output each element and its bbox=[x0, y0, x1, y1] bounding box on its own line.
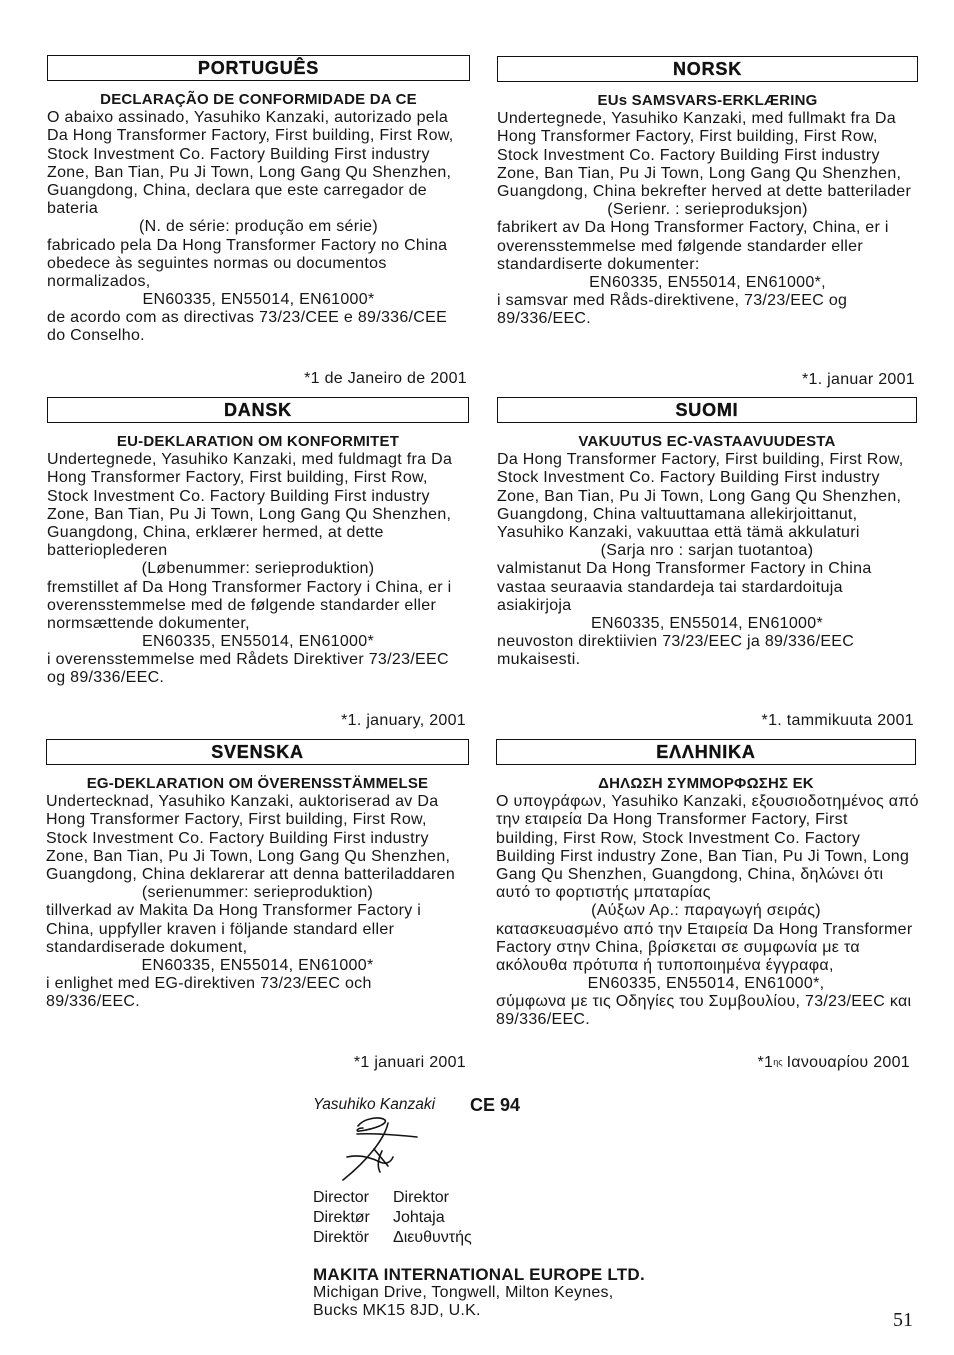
declaration-title: EG-DEKLARATION OM ÖVERENSSTÄMMELSE bbox=[86, 775, 429, 792]
body-line: Guangdong, China bekrefter herved at dette batterilader bbox=[497, 182, 912, 200]
declaration-date: *1. tammikuuta 2001 bbox=[761, 712, 914, 729]
ce-mark: CE 94 bbox=[470, 1095, 521, 1115]
body-line: mukaisesti. bbox=[497, 651, 581, 669]
declaration-dansk bbox=[47, 397, 469, 737]
signatory-name: Yasuhiko Kanzaki bbox=[313, 1096, 436, 1113]
body-line: Stock Investment Co. Factory Building First industry bbox=[497, 469, 880, 487]
body-line: Da Hong Transformer Factory, First building, First Row, bbox=[497, 451, 904, 469]
title-director-en: Director bbox=[313, 1189, 370, 1206]
body-line: Stock Investment Co. Factory Building First industry bbox=[497, 146, 880, 164]
body-line: Hong Transformer Factory, First building, First Row, bbox=[46, 811, 427, 829]
title-director-sv: Direktör bbox=[313, 1229, 370, 1246]
body-line: i samsvar med Råds-direktivene, 73/23/EEC og bbox=[497, 292, 848, 310]
body-line: O abaixo assinado, Yasuhiko Kanzaki, autorizado pela bbox=[47, 109, 449, 127]
title-director-fi: Johtaja bbox=[393, 1209, 445, 1226]
body-line: vastaa seuraavia standardeja tai stardardoituja bbox=[497, 578, 843, 596]
body-line: αυτό το φορτιστής μπαταρίας bbox=[496, 884, 711, 902]
declaration-title: EU-DEKLARATION OM KONFORMITET bbox=[116, 433, 400, 450]
body-line: standardiserte dokumenter: bbox=[497, 255, 700, 273]
company-address-line: Michigan Drive, Tongwell, Milton Keynes, bbox=[313, 1284, 614, 1301]
title-director-pt: Direktor bbox=[393, 1189, 450, 1206]
serial-line: (N. de série: produção em série) bbox=[138, 218, 379, 236]
body-line: normalizados, bbox=[47, 272, 151, 290]
body-line: obedece às seguintes normas ou documentos bbox=[47, 254, 387, 272]
body-line: de acordo com as directivas 73/23/CEE e 89/336/CEE bbox=[47, 309, 448, 327]
declaration-date: *1. januar 2001 bbox=[801, 371, 915, 388]
body-line: Gang Qu Shenzhen, Guangdong, China, δηλώνει ότι bbox=[496, 865, 884, 883]
body-line: tillverkad av Makita Da Hong Transformer Factory i bbox=[46, 902, 422, 920]
body-line: Undertegnede, Yasuhiko Kanzaki, med fuldmagt fra Da bbox=[47, 451, 453, 469]
declaration-title: EUs SAMSVARS-ERKLÆRING bbox=[597, 92, 818, 109]
body-line: Hong Transformer Factory, First building, First Row, bbox=[47, 469, 428, 487]
section-header: ΕΛΛΗΝΙΚΑ bbox=[496, 739, 916, 765]
body-line: την εταιρεία Da Hong Transformer Factory, First bbox=[496, 811, 848, 829]
body-line: σύμφωνα με τις Οδηγίες του Συμβουλίου, 73/23/EEC και bbox=[496, 993, 912, 1011]
body-line: China, uppfyller kraven i följande standard eller bbox=[46, 920, 395, 938]
body-line: fabrikert av Da Hong Transformer Factory, China, er i bbox=[497, 219, 889, 237]
body-line: κατασκευασμένο από την Εταιρεία Da Hong Transformer bbox=[496, 920, 913, 938]
body-line: fremstillet af Da Hong Transformer Factory i China, er i bbox=[47, 578, 452, 596]
declaration-date: *1 de Janeiro de 2001 bbox=[304, 370, 467, 387]
body-line: Stock Investment Co. Factory Building First industry bbox=[47, 145, 430, 163]
serial-line: (Sarja nro : sarjan tuotantoa) bbox=[600, 542, 814, 560]
page-number: 51 bbox=[893, 1309, 913, 1331]
standards-line: EN60335, EN55014, EN61000* bbox=[591, 614, 823, 632]
body-line: Zone, Ban Tian, Pu Ji Town, Long Gang Qu Shenzhen, bbox=[497, 164, 902, 182]
declaration-norsk bbox=[497, 56, 918, 396]
standards-line: EN60335, EN55014, EN61000* bbox=[141, 956, 374, 974]
serial-line: (Serienr. : serieproduksjon) bbox=[607, 201, 808, 219]
body-line: Hong Transformer Factory, First building, First Row, bbox=[497, 128, 878, 146]
date-superscript: ης bbox=[773, 1057, 783, 1067]
section-header: PORTUGUÊS bbox=[47, 55, 470, 81]
section-header: DANSK bbox=[47, 397, 469, 423]
date-prefix: *1 bbox=[757, 1054, 774, 1071]
body-line: i enlighet med EG-direktiven 73/23/EEC och bbox=[46, 975, 372, 993]
body-line: Guangdong, China, erklærer hermed, at dette bbox=[47, 523, 384, 541]
signature-stroke bbox=[357, 1118, 385, 1131]
body-line: building, First Row, Stock Investment Co. Factory bbox=[496, 829, 861, 847]
declaration-ellinika bbox=[496, 739, 919, 1079]
body-line: Zone, Ban Tian, Pu Ji Town, Long Gang Qu Shenzhen, bbox=[497, 487, 902, 505]
body-line: batterioplederen bbox=[47, 542, 168, 560]
body-line: og 89/336/EEC. bbox=[47, 669, 165, 687]
body-line: Da Hong Transformer Factory, First building, First Row, bbox=[47, 127, 454, 145]
declaration-title: VAKUUTUS EC-VASTAAVUUDESTA bbox=[578, 433, 836, 450]
section-body bbox=[496, 775, 919, 1030]
body-line: Guangdong, China deklarerar att denna batteriladdaren bbox=[46, 865, 456, 883]
standards-line: EN60335, EN55014, EN61000* bbox=[142, 633, 374, 651]
body-line: normsættende dokumenter, bbox=[47, 614, 250, 632]
body-line: Ο υπογράφων, Yasuhiko Kanzaki, εξουσιοδοτημένος από bbox=[496, 793, 919, 811]
title-director-no: Direktør bbox=[313, 1209, 370, 1226]
section-header: SUOMI bbox=[497, 397, 917, 423]
body-line: Zone, Ban Tian, Pu Ji Town, Long Gang Qu Shenzhen, bbox=[46, 847, 451, 865]
body-line: Yasuhiko Kanzaki, vakuuttaa että tämä akkulaturi bbox=[497, 523, 860, 541]
date-rest: Ιανουαρίου 2001 bbox=[786, 1054, 910, 1071]
body-line: Zone, Ban Tian, Pu Ji Town, Long Gang Qu Shenzhen, bbox=[47, 505, 452, 523]
section-header: SVENSKA bbox=[46, 739, 469, 765]
body-line: ακόλουθα πρότυπα ή τυποποιημένα έγγραφα, bbox=[496, 956, 834, 974]
declaration-suomi bbox=[497, 397, 917, 737]
signature bbox=[330, 1110, 425, 1190]
declaration-title: ΔΗΛΩΣΗ ΣΥΜΜΟΡΦΩΣΗΣ ΕΚ bbox=[598, 775, 814, 792]
title-director-el: Διευθυντής bbox=[393, 1229, 472, 1246]
company-address-line: Bucks MK15 8JD, U.K. bbox=[313, 1302, 481, 1319]
declaration-svenska bbox=[46, 739, 469, 1079]
body-line: Guangdong, China valtuuttamana allekirjoittanut, bbox=[497, 505, 858, 523]
section-body bbox=[497, 433, 917, 669]
declaration-title: DECLARAÇÃO DE CONFORMIDADE DA CE bbox=[100, 91, 417, 108]
body-line: i overensstemmelse med Rådets Direktiver 73/23/EEC bbox=[47, 651, 449, 669]
body-line: overensstemmelse med de følgende standarder eller bbox=[47, 596, 437, 614]
section-body bbox=[497, 92, 918, 328]
body-line: do Conselho. bbox=[47, 327, 145, 345]
serial-line: (Αύξων Αρ.: παραγωγή σειράς) bbox=[591, 902, 821, 920]
body-line: Zone, Ban Tian, Pu Ji Town, Long Gang Qu Shenzhen, bbox=[47, 163, 452, 181]
body-line: 89/336/EEC. bbox=[46, 993, 141, 1011]
body-line: bateria bbox=[47, 200, 99, 218]
declaration-date bbox=[757, 1054, 910, 1072]
body-line: Guangdong, China, declara que este carregador de bbox=[47, 181, 427, 199]
standards-line: EN60335, EN55014, EN61000* bbox=[142, 291, 375, 309]
body-line: standardiserade dokument, bbox=[46, 938, 248, 956]
body-line: Undertegnede, Yasuhiko Kanzaki, med fullmakt fra Da bbox=[497, 110, 896, 128]
declaration-date: *1 januari 2001 bbox=[353, 1054, 466, 1071]
standards-line: EN60335, EN55014, EN61000*, bbox=[587, 975, 825, 993]
company-name: MAKITA INTERNATIONAL EUROPE LTD. bbox=[313, 1265, 645, 1284]
signature-stroke bbox=[357, 1134, 417, 1137]
body-line: 89/336/EEC. bbox=[496, 1011, 591, 1029]
body-line: valmistanut Da Hong Transformer Factory in China bbox=[497, 560, 872, 578]
body-line: fabricado pela Da Hong Transformer Factory no China bbox=[47, 236, 448, 254]
signature-stroke bbox=[347, 1156, 393, 1163]
body-line: Undertecknad, Yasuhiko Kanzaki, auktoriserad av Da bbox=[46, 793, 439, 811]
section-body bbox=[47, 433, 469, 688]
body-line: Stock Investment Co. Factory Building First industry bbox=[46, 829, 429, 847]
serial-line: (serienummer: serieproduktion) bbox=[141, 884, 374, 902]
standards-line: EN60335, EN55014, EN61000*, bbox=[589, 273, 826, 291]
body-line: overensstemmelse med følgende standarder eller bbox=[497, 237, 863, 255]
section-header: NORSK bbox=[497, 56, 918, 82]
declaration-portugues bbox=[47, 55, 470, 395]
body-line: Factory στην China, βρίσκεται σε συμφωνία με τα bbox=[496, 938, 860, 956]
body-line: neuvoston direktiivien 73/23/EEC ja 89/336/EEC bbox=[497, 633, 855, 651]
body-line: Building First industry Zone, Ban Tian, Pu Ji Town, Long bbox=[496, 847, 910, 865]
body-line: asiakirjoja bbox=[497, 596, 572, 614]
body-line: Stock Investment Co. Factory Building First industry bbox=[47, 487, 430, 505]
declaration-date: *1. january, 2001 bbox=[341, 712, 466, 729]
serial-line: (Løbenummer: serieproduktion) bbox=[141, 560, 375, 578]
section-body bbox=[46, 775, 469, 1011]
section-body bbox=[47, 91, 470, 346]
body-line: 89/336/EEC. bbox=[497, 310, 592, 328]
